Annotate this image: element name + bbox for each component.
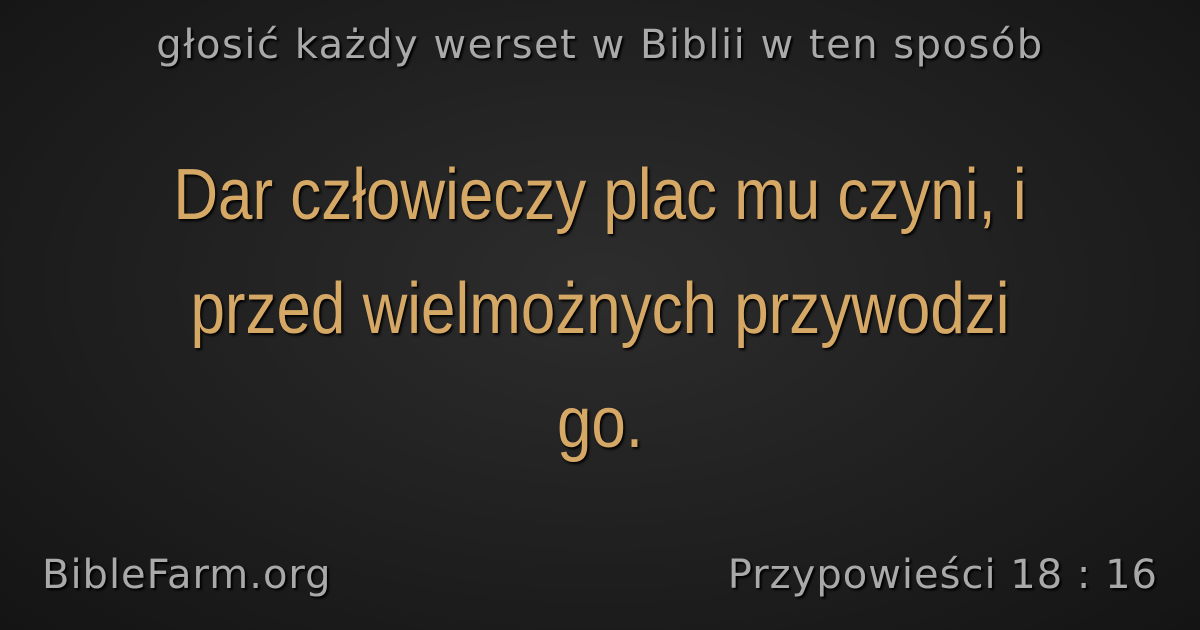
site-name: BibleFarm.org <box>42 552 332 598</box>
verse-reference: Przypowieści 18 : 16 <box>727 552 1158 598</box>
verse-text: Dar człowieczy plac mu czyni, i przed wielmożnych przywodzi go. <box>173 155 1027 463</box>
tagline: głosić każdy werset w Biblii w ten sposób <box>156 22 1044 68</box>
